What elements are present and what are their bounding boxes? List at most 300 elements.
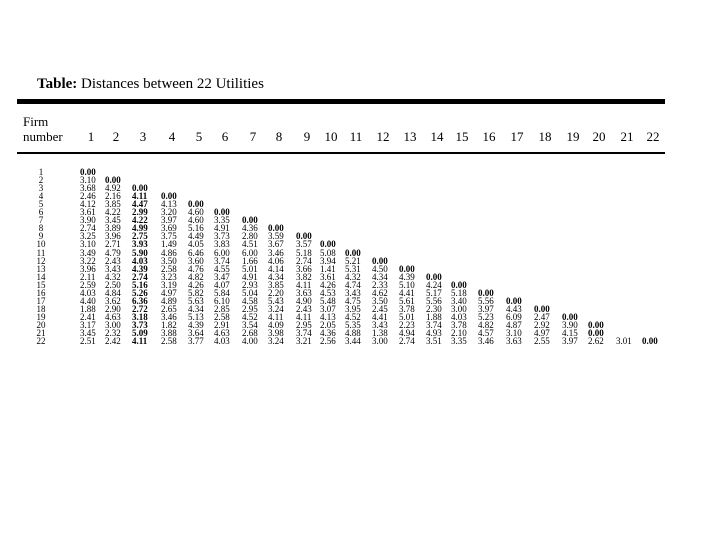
- row-firm-number: 8: [38, 223, 44, 234]
- distance-cell: 2.10: [451, 328, 467, 338]
- distance-cell: 5.16: [188, 223, 204, 234]
- distance-cell: 0.00: [562, 311, 578, 322]
- distance-cell: 2.41: [80, 311, 96, 322]
- distance-cell: 3.40: [451, 295, 467, 306]
- distance-cell: 2.74: [296, 255, 312, 266]
- distance-cell: 4.03: [80, 287, 96, 298]
- distance-cell: 2.95: [242, 303, 258, 314]
- distance-cell: 3.59: [268, 231, 284, 242]
- distance-cell: 2.46: [80, 191, 96, 202]
- distance-cell: 4.34: [372, 271, 388, 282]
- distance-cell: 1.38: [372, 328, 388, 338]
- distance-cell: 3.46: [161, 311, 177, 322]
- distance-cell: 4.91: [214, 223, 230, 234]
- distance-cell: 2.55: [534, 336, 550, 347]
- column-header: 5: [195, 129, 203, 144]
- row-firm-number: 12: [36, 255, 46, 266]
- distance-cell: 4.51: [242, 239, 258, 250]
- table-title-label: Table:: [37, 76, 78, 92]
- distance-cell: 3.54: [242, 319, 258, 330]
- column-header: 4: [168, 129, 176, 144]
- column-header: 20: [592, 129, 606, 144]
- distance-cell: 4.32: [345, 271, 361, 282]
- distance-cell: 0.00: [80, 167, 96, 177]
- distance-cell: 3.96: [105, 231, 121, 242]
- distance-cell: 2.71: [105, 239, 121, 250]
- distance-cell: 4.11: [132, 336, 148, 347]
- distance-cell: 1.88: [80, 303, 96, 314]
- distance-cell: 2.62: [588, 336, 604, 347]
- distance-cell: 2.74: [399, 336, 415, 347]
- row-firm-number: 13: [36, 263, 46, 274]
- column-header: 14: [430, 129, 444, 144]
- distance-cell: 4.24: [426, 279, 442, 290]
- distance-cell: 3.90: [80, 215, 96, 226]
- distance-cell: 0.00: [399, 263, 415, 274]
- distance-cell: 4.39: [188, 319, 204, 330]
- distance-cell: 3.43: [345, 287, 361, 298]
- distance-cell: 6.09: [506, 311, 522, 322]
- row-firm-number: 5: [38, 199, 44, 210]
- row-firm-number: 3: [38, 183, 44, 194]
- distance-cell: 4.55: [214, 263, 230, 274]
- distance-cell: 3.45: [80, 328, 96, 338]
- distance-cell: 3.95: [345, 303, 361, 314]
- distance-cell: 3.83: [214, 239, 230, 250]
- distance-cell: 2.43: [296, 303, 312, 314]
- distance-cell: 2.05: [320, 319, 336, 330]
- distance-cell: 4.75: [345, 295, 361, 306]
- header-rule: [17, 152, 665, 154]
- firm-header-line2: number: [23, 129, 63, 144]
- distance-cell: 4.94: [399, 328, 415, 338]
- distance-cell: 6.46: [188, 247, 204, 258]
- distance-cell: 4.14: [268, 263, 284, 274]
- distance-cell: 5.43: [268, 295, 284, 306]
- distance-cell: 2.99: [132, 207, 148, 218]
- distance-cell: 1.66: [242, 255, 258, 266]
- distance-cell: 2.51: [80, 336, 96, 347]
- distance-cell: 4.26: [188, 279, 204, 290]
- distance-cell: 3.88: [161, 328, 177, 338]
- distance-cell: 4.49: [188, 231, 204, 242]
- distance-cell: 4.52: [242, 311, 258, 322]
- distance-cell: 3.43: [105, 263, 121, 274]
- distance-cell: 4.41: [372, 311, 388, 322]
- distance-cell: 3.35: [451, 336, 467, 347]
- distance-cell: 5.16: [132, 279, 148, 290]
- distance-cell: 5.61: [399, 295, 415, 306]
- distance-cell: 4.58: [242, 295, 258, 306]
- distance-cell: 4.88: [345, 328, 361, 338]
- column-header: 21: [620, 129, 634, 144]
- distance-cell: 2.92: [534, 319, 550, 330]
- distance-cell: 0.00: [188, 199, 204, 210]
- distance-cell: 3.69: [161, 223, 177, 234]
- distance-cell: 0.00: [320, 239, 336, 250]
- row-firm-number: 14: [36, 271, 46, 282]
- distance-cell: 3.10: [506, 328, 522, 338]
- distance-cell: 3.61: [320, 271, 336, 282]
- distance-cell: 3.96: [80, 263, 96, 274]
- distance-cell: 5.56: [478, 295, 494, 306]
- distance-cell: 3.49: [80, 247, 96, 258]
- column-header: 16: [482, 129, 496, 144]
- distance-cell: 4.26: [320, 279, 336, 290]
- distance-cell: 3.82: [296, 271, 312, 282]
- distance-cell: 3.64: [188, 328, 204, 338]
- table-title-text: Distances between 22 Utilities: [81, 76, 264, 92]
- distance-cell: 5.01: [399, 311, 415, 322]
- distance-cell: 2.90: [105, 303, 121, 314]
- distance-cell: 2.47: [534, 311, 550, 322]
- row-firm-number: 1: [38, 167, 44, 177]
- distance-cell: 4.82: [188, 271, 204, 282]
- distance-cell: 5.09: [132, 328, 148, 338]
- distance-cell: 3.62: [105, 295, 121, 306]
- distance-cell: 4.13: [161, 199, 177, 210]
- distance-cell: 4.11: [268, 311, 284, 322]
- distance-cell: 0.00: [642, 336, 658, 347]
- distance-cell: 3.07: [320, 303, 336, 314]
- distance-cell: 4.76: [188, 263, 204, 274]
- distance-cell: 4.40: [80, 295, 96, 306]
- distance-cell: 6.36: [132, 295, 148, 306]
- firm-number-header: [23, 114, 63, 144]
- distance-cell: 3.78: [451, 319, 467, 330]
- distance-cell: 3.77: [188, 336, 204, 347]
- distance-cell: 3.51: [426, 336, 442, 347]
- distance-cell: 2.32: [105, 328, 121, 338]
- distance-cell: 3.10: [80, 175, 96, 186]
- distance-cell: 4.50: [372, 263, 388, 274]
- distance-cell: 3.24: [268, 336, 284, 347]
- distance-cell: 3.67: [268, 239, 284, 250]
- distance-cell: 2.68: [242, 328, 258, 338]
- distance-cell: 3.44: [345, 336, 361, 347]
- distance-cell: 0.00: [345, 247, 361, 258]
- distance-cell: 3.74: [214, 255, 230, 266]
- distance-cell: 2.16: [105, 191, 121, 202]
- distance-cell: 3.00: [451, 303, 467, 314]
- distance-cell: 2.20: [268, 287, 284, 298]
- row-firm-number: 7: [38, 215, 44, 226]
- distance-cell: 5.04: [242, 287, 258, 298]
- distance-cell: 3.90: [562, 319, 578, 330]
- column-header: 18: [538, 129, 552, 144]
- row-firm-number: 10: [36, 239, 46, 250]
- distance-cell: 4.97: [161, 287, 177, 298]
- distance-cell: 1.82: [161, 319, 177, 330]
- distance-cell: 4.05: [188, 239, 204, 250]
- distance-cell: 3.78: [399, 303, 415, 314]
- column-header: 9: [303, 129, 311, 144]
- column-header: 10: [324, 129, 338, 144]
- distance-cell: 4.87: [506, 319, 522, 330]
- row-firm-number: 18: [36, 303, 46, 314]
- distance-cell: 4.62: [372, 287, 388, 298]
- distance-cell: 0.00: [588, 319, 604, 330]
- distance-cell: 4.97: [534, 328, 550, 338]
- distance-cell: 3.85: [268, 279, 284, 290]
- distance-cell: 5.08: [320, 247, 336, 258]
- distance-cell: 4.00: [242, 336, 258, 347]
- distance-cell: 4.90: [296, 295, 312, 306]
- distance-cell: 4.93: [426, 328, 442, 338]
- distance-cell: 2.23: [399, 319, 415, 330]
- distance-cell: 6.10: [214, 295, 230, 306]
- distance-cell: 4.15: [562, 328, 578, 338]
- distance-cell: 0.00: [268, 223, 284, 234]
- distance-cell: 0.00: [105, 175, 121, 186]
- distance-cell: 4.32: [105, 271, 121, 282]
- distance-cell: 6.00: [214, 247, 230, 258]
- distance-cell: 3.22: [80, 255, 96, 266]
- distance-cell: 4.22: [132, 215, 148, 226]
- distance-cell: 3.66: [296, 263, 312, 274]
- distance-cell: 2.30: [426, 303, 442, 314]
- distance-cell: 4.41: [399, 287, 415, 298]
- distance-cell: 5.26: [132, 287, 148, 298]
- distance-cell: 4.99: [132, 223, 148, 234]
- distance-cell: 4.11: [296, 279, 312, 290]
- distance-cell: 4.11: [132, 191, 148, 202]
- distance-cell: 5.84: [214, 287, 230, 298]
- distance-cell: 3.50: [372, 295, 388, 306]
- distance-cell: 4.74: [345, 279, 361, 290]
- distance-cell: 3.73: [132, 319, 148, 330]
- distance-cell: 3.97: [161, 215, 177, 226]
- row-firm-number: 6: [38, 207, 44, 218]
- distance-cell: 5.31: [345, 263, 361, 274]
- distance-cell: 4.63: [105, 311, 121, 322]
- column-header: 12: [376, 129, 390, 144]
- distance-cell: 2.74: [80, 223, 96, 234]
- distance-cell: 4.60: [188, 215, 204, 226]
- distance-cell: 3.46: [268, 247, 284, 258]
- distance-cell: 0.00: [426, 271, 442, 282]
- distance-cell: 4.12: [80, 199, 96, 210]
- distance-cell: 3.24: [268, 303, 284, 314]
- distance-cell: 3.01: [616, 336, 632, 347]
- distance-cell: 4.60: [188, 207, 204, 218]
- distance-cell: 3.57: [296, 239, 312, 250]
- distance-cell: 0.00: [534, 303, 550, 314]
- distance-cell: 4.43: [506, 303, 522, 314]
- distance-cell: 4.82: [478, 319, 494, 330]
- distance-cell: 2.74: [132, 271, 148, 282]
- distance-cell: 3.50: [161, 255, 177, 266]
- distance-cell: 4.86: [161, 247, 177, 258]
- distance-cell: 4.57: [478, 328, 494, 338]
- distance-cell: 3.45: [105, 215, 121, 226]
- distance-cell: 2.85: [214, 303, 230, 314]
- distance-cell: 2.58: [161, 263, 177, 274]
- distance-cell: 5.18: [451, 287, 467, 298]
- distance-cell: 4.11: [296, 311, 312, 322]
- distance-cell: 2.42: [105, 336, 121, 347]
- row-firm-number: 16: [36, 287, 46, 298]
- distance-cell: 0.00: [506, 295, 522, 306]
- distance-cell: 5.10: [399, 279, 415, 290]
- distance-cell: 2.43: [105, 255, 121, 266]
- column-header: 13: [403, 129, 417, 144]
- row-firm-number: 9: [38, 231, 44, 242]
- distance-cell: 2.72: [132, 303, 148, 314]
- distance-cell: 0.00: [478, 287, 494, 298]
- distance-cell: 2.65: [161, 303, 177, 314]
- distance-cell: 3.00: [372, 336, 388, 347]
- distance-cell: 5.48: [320, 295, 336, 306]
- distance-cell: 4.06: [268, 255, 284, 266]
- table-title: [37, 76, 264, 93]
- distance-cell: 4.79: [105, 247, 121, 258]
- distance-cell: 0.00: [451, 279, 467, 290]
- distance-cell: 2.50: [105, 279, 121, 290]
- distance-cell: 1.41: [320, 263, 336, 274]
- distance-cell: 3.17: [80, 319, 96, 330]
- distance-cell: 3.97: [562, 336, 578, 347]
- distance-cell: 2.91: [214, 319, 230, 330]
- distance-cell: 4.03: [214, 336, 230, 347]
- row-firm-number: 17: [36, 295, 46, 306]
- distance-cell: 3.73: [214, 231, 230, 242]
- distance-cell: 5.17: [426, 287, 442, 298]
- distance-cell: 3.97: [478, 303, 494, 314]
- distance-cell: 2.75: [132, 231, 148, 242]
- distance-cell: 5.21: [345, 255, 361, 266]
- column-header: 3: [139, 129, 147, 144]
- distance-cell: 0.00: [296, 231, 312, 242]
- distance-cell: 3.10: [80, 239, 96, 250]
- row-firm-number: 4: [38, 191, 44, 202]
- distance-cell: 0.00: [372, 255, 388, 266]
- distance-cell: 3.19: [161, 279, 177, 290]
- distance-cell: 3.21: [296, 336, 312, 347]
- distance-cell: 4.07: [214, 279, 230, 290]
- distance-cell: 4.47: [132, 199, 148, 210]
- distance-cell: 3.20: [161, 207, 177, 218]
- distance-cell: 1.88: [426, 311, 442, 322]
- distance-cell: 4.63: [214, 328, 230, 338]
- distance-cell: 3.43: [372, 319, 388, 330]
- distance-cell: 5.56: [426, 295, 442, 306]
- column-header: 22: [646, 129, 660, 144]
- distance-cell: 3.46: [478, 336, 494, 347]
- distance-cell: 2.95: [296, 319, 312, 330]
- distance-cell: 2.33: [372, 279, 388, 290]
- distance-cell: 4.36: [320, 328, 336, 338]
- distance-cell: 0.00: [588, 328, 604, 338]
- column-header: 8: [275, 129, 283, 144]
- distance-cell: 4.91: [242, 271, 258, 282]
- distance-cell: 2.80: [242, 231, 258, 242]
- distance-cell: 0.00: [214, 207, 230, 218]
- distance-cell: 0.00: [161, 191, 177, 202]
- column-header: 1: [87, 129, 95, 144]
- distance-cell: 3.18: [132, 311, 148, 322]
- column-header: 19: [566, 129, 580, 144]
- distance-cell: 4.13: [320, 311, 336, 322]
- distance-cell: 0.00: [242, 215, 258, 226]
- distance-cell: 5.18: [296, 247, 312, 258]
- distance-cell: 3.61: [80, 207, 96, 218]
- distance-cell: 5.23: [478, 311, 494, 322]
- distance-cell: 5.35: [345, 319, 361, 330]
- distance-cell: 3.00: [105, 319, 121, 330]
- row-firm-number: 11: [36, 247, 46, 258]
- distance-cell: 4.52: [345, 311, 361, 322]
- distance-cell: 3.35: [214, 215, 230, 226]
- distance-cell: 4.36: [242, 223, 258, 234]
- row-firm-number: 19: [36, 311, 46, 322]
- distance-cell: 2.45: [372, 303, 388, 314]
- row-firm-number: 2: [38, 175, 44, 186]
- distance-cell: 4.22: [105, 207, 121, 218]
- distance-cell: 2.11: [80, 271, 96, 282]
- distance-cell: 5.63: [188, 295, 204, 306]
- distance-cell: 5.01: [242, 263, 258, 274]
- distance-cell: 3.74: [426, 319, 442, 330]
- distance-cell: 4.34: [188, 303, 204, 314]
- column-header: 17: [510, 129, 524, 144]
- distance-cell: 5.90: [132, 247, 148, 258]
- top-rule: [17, 99, 665, 104]
- distance-cell: 2.58: [214, 311, 230, 322]
- column-header: 7: [249, 129, 257, 144]
- distance-cell: 1.49: [161, 239, 177, 250]
- distance-cell: 4.53: [320, 287, 336, 298]
- distance-cell: 6.00: [242, 247, 258, 258]
- distance-cell: 3.23: [161, 271, 177, 282]
- distance-cell: 2.58: [161, 336, 177, 347]
- distance-cell: 3.75: [161, 231, 177, 242]
- distance-cell: 3.47: [214, 271, 230, 282]
- distance-cell: 3.25: [80, 231, 96, 242]
- distance-cell: 3.60: [188, 255, 204, 266]
- distance-cell: 3.74: [296, 328, 312, 338]
- distance-cell: 4.84: [105, 287, 121, 298]
- distance-cell: 4.09: [268, 319, 284, 330]
- distance-cell: 3.63: [296, 287, 312, 298]
- distance-cell: 4.39: [399, 271, 415, 282]
- column-header: 15: [455, 129, 469, 144]
- distance-cell: 4.03: [132, 255, 148, 266]
- row-firm-number: 22: [36, 336, 46, 347]
- distance-cell: 5.13: [188, 311, 204, 322]
- distance-cell: 3.68: [80, 183, 96, 194]
- distance-cell: 2.56: [320, 336, 336, 347]
- distance-cell: 3.85: [105, 199, 121, 210]
- distance-cell: 3.63: [506, 336, 522, 347]
- firm-header-line1: Firm: [23, 114, 49, 129]
- column-header: 11: [349, 129, 363, 144]
- column-header: 6: [221, 129, 229, 144]
- distance-cell: 3.94: [320, 255, 336, 266]
- distance-cell: 2.93: [242, 279, 258, 290]
- distance-cell: 4.89: [161, 295, 177, 306]
- distance-cell: 0.00: [132, 183, 148, 194]
- row-firm-number: 21: [36, 328, 46, 338]
- distance-cell: 2.59: [80, 279, 96, 290]
- distance-cell: 4.92: [105, 183, 121, 194]
- distance-cell: 3.89: [105, 223, 121, 234]
- distance-cell: 3.98: [268, 328, 284, 338]
- distance-cell: 5.82: [188, 287, 204, 298]
- distance-cell: 4.34: [268, 271, 284, 282]
- distance-cell: 4.03: [451, 311, 467, 322]
- distance-cell: 4.39: [132, 263, 148, 274]
